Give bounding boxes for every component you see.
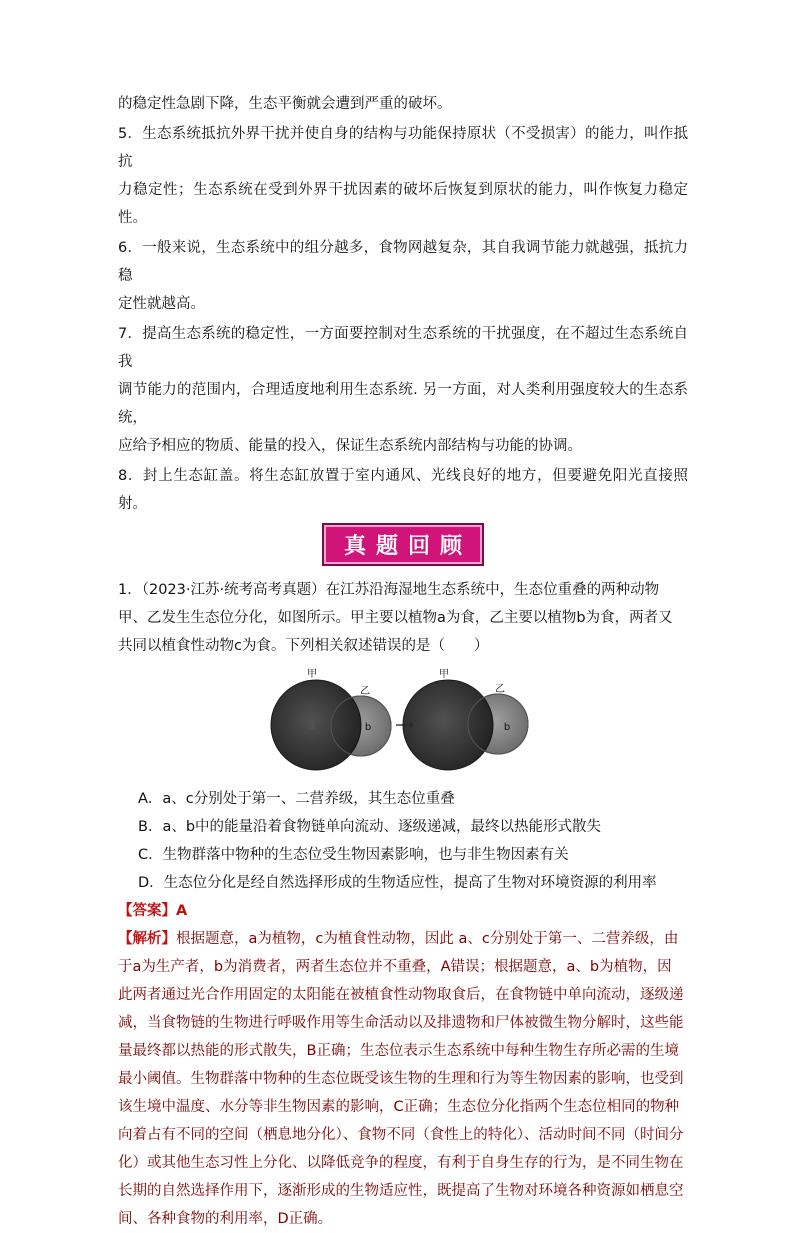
label-b-left: b <box>364 722 372 733</box>
answer-value: A <box>176 903 188 919</box>
option-d: D．生态位分化是经自然选择形成的生物适应性，提高了生物对环境资源的利用率 <box>138 875 657 891</box>
label-b-right: b <box>503 722 511 733</box>
answer-line <box>118 897 688 925</box>
text-line: 8．封上生态缸盖。将生态缸放置于室内通风、光线良好的地方，但要避免阳光直接照射。 <box>118 468 688 512</box>
label-a-left: a <box>308 721 316 732</box>
circle-a-left <box>271 680 361 770</box>
analysis-line: 化）或其他生态习性上分化、以降低竞争的程度，有利于自身生存的行为，是不同生物在 <box>118 1155 684 1171</box>
niche-figure <box>268 668 688 777</box>
label-jia-left: 甲 <box>307 669 317 680</box>
analysis-line: 间、各种食物的利用率，D正确。 <box>118 1211 333 1227</box>
analysis-line: 长期的自然选择作用下，逐渐形成的生物适应性，既提高了生物对环境各种资源如栖息空 <box>118 1183 684 1199</box>
analysis-first: 根据题意，a为植物，c为植食性动物，因此 a、c分别处于第一、二营养级，由 <box>176 931 679 947</box>
option-a: A．a、c分别处于第一、二营养级，其生态位重叠 <box>138 791 455 807</box>
text-line: 应给予相应的物质、能量的投入，保证生态系统内部结构与功能的协调。 <box>118 438 582 454</box>
circle-a-right <box>403 680 493 770</box>
analysis-line: 此两者通过光合作用固定的太阳能在被植食性动物取食后，在食物链中单向流动，逐级递 <box>118 987 684 1003</box>
analysis-line: 于a为生产者，b为消费者，两者生态位并不重叠，A错误；根据题意，a、b为植物，因 <box>118 959 672 975</box>
label-jia-right: 甲 <box>439 669 449 680</box>
label-yi-left: 乙 <box>360 686 370 697</box>
analysis-line: 该生境中温度、水分等非生物因素的影响，C正确；生态位分化指两个生态位相同的物种 <box>118 1099 680 1115</box>
text-line: 力稳定性；生态系统在受到外界干扰因素的破坏后恢复到原状的能力，叫作恢复力稳定性。 <box>118 182 688 226</box>
text-line: 定性就越高。 <box>118 296 205 312</box>
section-title: 真题回顾 <box>322 523 484 566</box>
analysis-line <box>118 925 688 953</box>
analysis-line: 减，当食物链的生物进行呼吸作用等生命活动以及排遗物和尸体被微生物分解时，这些能 <box>118 1015 684 1031</box>
text-line: 的稳定性急剧下降，生态平衡就会遭到严重的破坏。 <box>118 96 452 112</box>
analysis-label: 【解析】 <box>118 931 176 947</box>
question-line: 1．（2023·江苏·统考高考真题）在江苏沿海湿地生态系统中，生态位重叠的两种动物 <box>118 582 660 598</box>
analysis-line: 最小阈值。生物群落中物种的生态位既受该生物的生理和行为等生物因素的影响，也受到 <box>118 1071 684 1087</box>
analysis-line: 量最终都以热能的形式散失，B正确；生态位表示生态系统中每种生物生存所必需的生境 <box>118 1043 679 1059</box>
text-line: 7．提高生态系统的稳定性，一方面要控制对生态系统的干扰强度，在不超过生态系统自我 <box>118 326 688 370</box>
option-c: C．生物群落中物种的生态位受生物因素影响，也与非生物因素有关 <box>138 847 569 863</box>
option-b: B．a、b中的能量沿着食物链单向流动、逐级递减，最终以热能形式散失 <box>138 819 602 835</box>
section-title-wrap <box>118 523 688 566</box>
text-line: 5．生态系统抵抗外界干扰并使自身的结构与功能保持原状（不受损害）的能力，叫作抵抗 <box>118 126 688 170</box>
document-page <box>118 90 688 1233</box>
question-line: 共同以植食性动物c为食。下列相关叙述错误的是（ ） <box>118 638 489 654</box>
niche-diagram <box>268 668 548 773</box>
text-line: 6．一般来说，生态系统中的组分越多，食物网越复杂，其自我调节能力就越强，抵抗力稳 <box>118 240 688 284</box>
question-line: 甲、乙发生生态位分化，如图所示。甲主要以植物a为食，乙主要以植物b为食，两者又 <box>118 610 673 626</box>
analysis-line: 向着占有不同的空间（栖息地分化）、食物不同（食性上的特化）、活动时间不同（时间分 <box>118 1127 684 1143</box>
text-line: 调节能力的范围内，合理适度地利用生态系统. 另一方面，对人类利用强度较大的生态系统， <box>118 382 688 426</box>
label-yi-right: 乙 <box>495 684 505 695</box>
answer-label: 【答案】 <box>118 903 176 919</box>
